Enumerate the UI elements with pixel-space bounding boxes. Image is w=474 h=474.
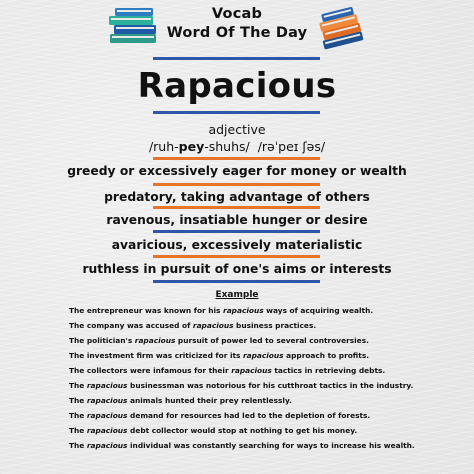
phonetic-post: -shuhs/: [204, 139, 250, 154]
part-of-speech: adjective: [208, 122, 266, 137]
divider-rule: [153, 57, 320, 60]
main-word: Rapacious: [137, 66, 337, 106]
definition: ruthless in pursuit of one's aims or interests: [82, 262, 392, 276]
definition: ravenous, insatiable hunger or desire: [106, 213, 368, 227]
example-sentence: The politician's rapacious pursuit of power led to several controversies.: [69, 336, 369, 345]
phonetic-stress: pey: [178, 139, 205, 154]
divider-rule: [153, 206, 320, 209]
divider-rule: [153, 280, 320, 283]
divider-rule: [153, 230, 320, 233]
divider-rule: [153, 183, 320, 186]
example-sentence: The rapacious individual was constantly searching for ways to increase his wealth.: [69, 441, 415, 450]
example-sentence: The investment firm was criticized for its rapacious approach to profits.: [69, 351, 370, 360]
definition: greedy or excessively eager for money or wealth: [67, 164, 407, 178]
example-sentence: The company was accused of rapacious business practices.: [69, 321, 317, 330]
header-vocab: Vocab: [211, 6, 263, 22]
divider-rule: [153, 255, 320, 258]
divider-rule: [153, 111, 320, 114]
example-sentence: The collectors were infamous for their rapacious tactics in retrieving debts.: [69, 366, 386, 375]
pronunciation: [0, 139, 474, 154]
example-heading: Example: [215, 290, 259, 300]
ipa-pronunciation: /rəˈpeɪ ʃəs/: [257, 139, 326, 154]
example-sentence: The rapacious debt collector would stop at nothing to get his money.: [69, 426, 358, 435]
example-sentence: The rapacious animals hunted their prey relentlessly.: [69, 396, 292, 405]
definition: avaricious, excessively materialistic: [111, 238, 363, 252]
example-sentence: The entrepreneur was known for his rapacious ways of acquiring wealth.: [69, 306, 374, 315]
divider-rule: [153, 157, 320, 160]
phonetic-pre: /ruh-: [148, 139, 179, 154]
example-sentence: The rapacious demand for resources had led to the depletion of forests.: [69, 411, 371, 420]
example-sentence: The rapacious businessman was notorious for his cutthroat tactics in the industry.: [69, 381, 414, 390]
header-word-of-the-day: Word Of The Day: [166, 25, 308, 41]
definition: predatory, taking advantage of others: [104, 190, 370, 204]
